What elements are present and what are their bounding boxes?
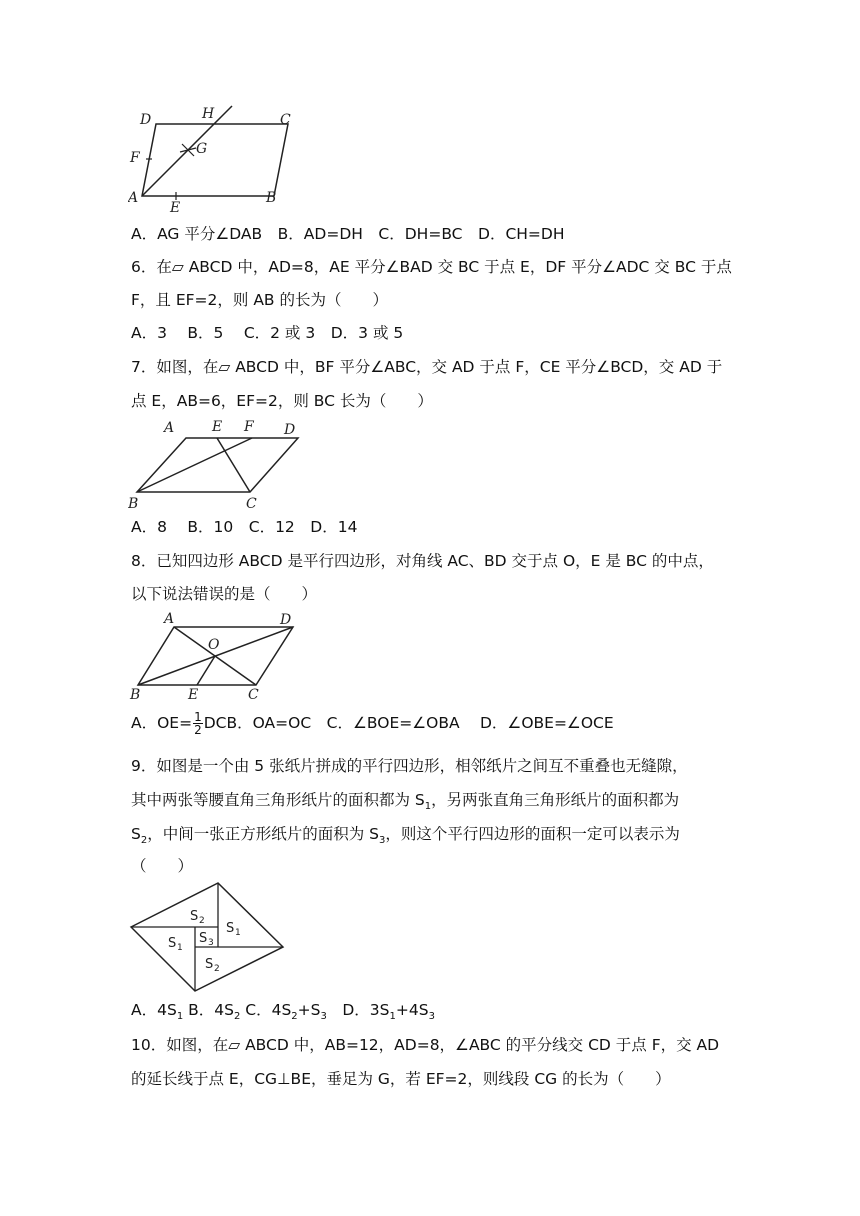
q6-line2: F，且 EF=2，则 AB 的长为（ ） (131, 291, 388, 309)
q7-label-c: C (246, 496, 257, 512)
q8-options (131, 711, 614, 736)
q5-line-ah (142, 106, 232, 196)
q5-figure (128, 100, 300, 218)
q9-line3-c: ，则这个平行四边形的面积一定可以表示为 (385, 825, 680, 843)
q5-label-a: A (128, 190, 139, 206)
q9-options (131, 999, 435, 1028)
q9-label-s1-right-sub: 1 (235, 928, 241, 938)
q9-opt-c2-sub: 3 (320, 1011, 327, 1023)
q9-opt-d2-sub: 3 (428, 1011, 435, 1023)
q9-opt-a-sub: 1 (176, 1011, 184, 1023)
q9-line2-sub1: 1 (424, 801, 432, 813)
q5-label-g: G (196, 141, 208, 157)
q7-options: A．8 B．10 C．12 D．14 (131, 518, 358, 536)
q9-opt-b: B．4S (183, 1001, 234, 1019)
q9-figure (128, 880, 288, 994)
q9-opt-c2: +S (297, 1001, 321, 1019)
q7-line1: 7．如图，在▱ ABCD 中，BF 平分∠ABC，交 AD 于点 F，CE 平分∠BCD，交 AD 于 (131, 358, 723, 376)
q9-label-s2-top-sub: 2 (199, 916, 205, 926)
q5-arc-mark2 (180, 148, 196, 152)
q9-label-s2-top: S (190, 909, 199, 924)
q5-label-h: H (202, 106, 215, 122)
q9-line2-b: ，另两张直角三角形纸片的面积都为 (431, 791, 680, 809)
q9-label-s2-bottom: S (205, 957, 214, 972)
q8-label-o: O (208, 637, 220, 653)
q9-opt-d: D．3S (326, 1001, 390, 1019)
q8-label-b: B (130, 687, 141, 703)
q8-label-c: C (248, 687, 259, 703)
q9-opt-d-sub: 1 (389, 1011, 396, 1023)
q9-label-s3: S (199, 931, 208, 946)
q8-opt-a-prefix: A．OE= (131, 714, 193, 732)
q7-label-a: A (164, 420, 175, 436)
q9-label-s1-left-sub: 1 (177, 943, 183, 953)
q9-label-s1-right: S (226, 921, 235, 936)
q8-frac-num: 1 (194, 710, 202, 724)
q10-line2: 的延长线于点 E，CG⊥BE，垂足为 G，若 EF=2，则线段 CG 的长为（ ） (131, 1070, 671, 1088)
q9-line1: 9．如图是一个由 5 张纸片拼成的平行四边形，相邻纸片之间互不重叠也无缝隙， (131, 757, 688, 775)
q8-diagonal-bd (138, 627, 293, 685)
q8-line1: 8．已知四边形 ABCD 是平行四边形，对角线 AC、BD 交于点 O，E 是 BC 的中点， (131, 552, 714, 570)
q8-frac-den: 2 (194, 723, 202, 737)
q10-line1: 10．如图，在▱ ABCD 中，AB=12，AD=8，∠ABC 的平分线交 CD 于点 F，交 AD (131, 1036, 720, 1054)
q8-label-e: E (188, 687, 199, 703)
q9-line3 (131, 823, 680, 852)
q9-line3-b: ，中间一张正方形纸片的面积为 S (147, 825, 379, 843)
q5-label-b: B (266, 190, 277, 206)
q9-label-s3-sub: 3 (208, 938, 214, 948)
q7-label-b: B (128, 496, 139, 512)
q7-line2: 点 E，AB=6，EF=2，则 BC 长为（ ） (131, 392, 433, 410)
q5-label-d: D (140, 112, 152, 128)
q9-opt-c-sub: 2 (291, 1011, 298, 1023)
q7-figure (128, 418, 304, 514)
q5-label-f: F (130, 150, 140, 166)
q9-line3-sub2: 2 (140, 835, 148, 847)
q9-opt-c: C．4S (240, 1001, 292, 1019)
q5-label-e: E (170, 200, 181, 216)
q9-label-s1-left: S (168, 936, 177, 951)
q9-line3-a: S (131, 825, 141, 843)
q9-label-s2-bottom-sub: 2 (214, 964, 220, 974)
q6-options: A．3 B．5 C．2 或 3 D．3 或 5 (131, 324, 404, 342)
q5-options: A．AG 平分∠DAB B．AD=DH C．DH=BC D．CH=DH (131, 225, 565, 243)
q7-line-bf (137, 438, 252, 492)
q7-parallelogram (137, 438, 298, 492)
q8-fraction (193, 711, 203, 736)
q9-line3-sub3: 3 (379, 835, 386, 847)
q9-opt-d2: +4S (395, 1001, 429, 1019)
q9-line4: （ ） (131, 857, 194, 875)
q7-label-d: D (284, 422, 296, 438)
q5-parallelogram (142, 124, 288, 196)
q6-line1: 6．在▱ ABCD 中，AD=8，AE 平分∠BAD 交 BC 于点 E，DF 平分∠ADC 交 BC 于点 (131, 258, 732, 276)
q7-label-f: F (244, 419, 254, 435)
q5-label-c: C (280, 112, 291, 128)
q9-line2-a: 其中两张等腰直角三角形纸片的面积都为 S (131, 791, 425, 809)
q9-opt-b-sub: 2 (233, 1011, 241, 1023)
q8-figure (128, 610, 304, 704)
q8-line2: 以下说法错误的是（ ） (131, 585, 318, 603)
q9-opt-a: A．4S (131, 1001, 177, 1019)
q7-label-e: E (212, 419, 223, 435)
q8-opt-a-suffix: DCB．OA=OC C．∠BOE=∠OBA D．∠OBE=∠OCE (203, 714, 614, 732)
q8-label-a: A (164, 611, 175, 627)
q9-line2 (131, 789, 679, 818)
q8-label-d: D (280, 612, 292, 628)
